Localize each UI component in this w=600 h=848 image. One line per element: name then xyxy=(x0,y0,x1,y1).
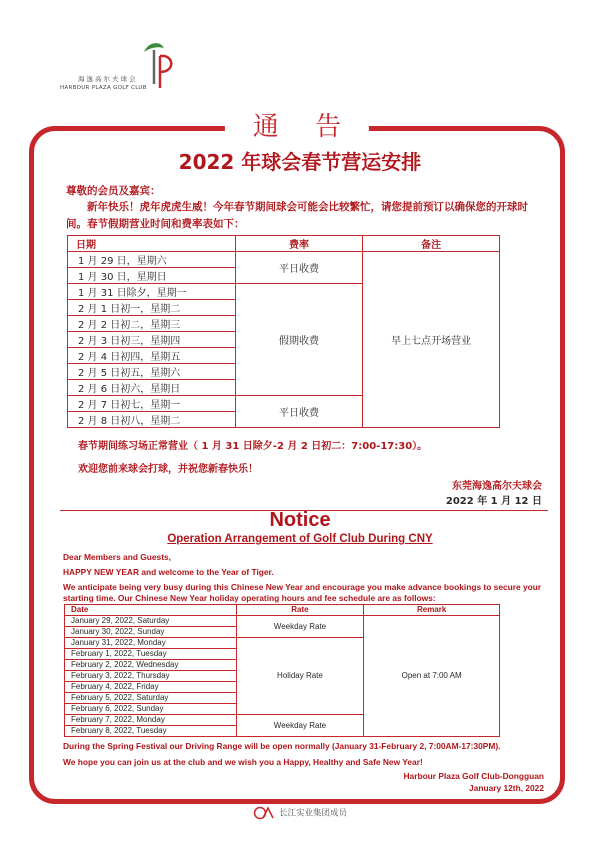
rate-cell: 平日收费 xyxy=(235,252,363,284)
date-cell: 2 月 5 日初五，星期六 xyxy=(68,364,236,380)
cn-schedule-table xyxy=(67,235,500,428)
club-logo xyxy=(60,38,180,98)
cn-driving-range-note: 春节期间练习场正常营业（ 1 月 31 日除夕-2 月 2 日初二：7:00-17:30）。 xyxy=(78,441,428,452)
col-header-remark: 备注 xyxy=(363,236,500,252)
date-cell: January 30, 2022, Sunday xyxy=(65,627,237,638)
date-cell: February 5, 2022, Saturday xyxy=(65,693,237,704)
date-cell: January 29, 2022, Saturday xyxy=(65,616,237,627)
logo-en-name: HARBOUR PLAZA GOLF CLUB xyxy=(60,85,147,91)
en-happy-new-year: HAPPY NEW YEAR and welcome to the Year of Tiger. xyxy=(63,567,274,577)
en-hope: We hope you can join us at the club and we wish you a Happy, Healthy and Safe New Year! xyxy=(63,757,423,767)
col-header-date: Date xyxy=(65,605,237,616)
en-date: January 12th, 2022 xyxy=(469,783,544,793)
col-header-remark: Remark xyxy=(364,605,500,616)
col-header-date: 日期 xyxy=(68,236,236,252)
date-cell: 2 月 6 日初六，星期日 xyxy=(68,380,236,396)
remark-cell: Open at 7:00 AM xyxy=(364,616,500,737)
en-subtitle: Operation Arrangement of Golf Club During CNY xyxy=(167,533,433,545)
rate-cell: Weekday Rate xyxy=(236,616,364,638)
col-header-rate: Rate xyxy=(236,605,364,616)
date-cell: 2 月 8 日初八，星期二 xyxy=(68,412,236,428)
footer xyxy=(0,806,600,820)
rate-cell: 平日收费 xyxy=(235,396,363,428)
date-cell: 1 月 29 日，星期六 xyxy=(68,252,236,268)
cn-signature: 东莞海逸高尔夫球会 xyxy=(452,481,542,492)
date-cell: 1 月 30 日，星期日 xyxy=(68,268,236,284)
table-header-row xyxy=(68,236,500,252)
date-cell: February 4, 2022, Friday xyxy=(65,682,237,693)
rate-cell: Weekday Rate xyxy=(236,715,364,737)
cn-welcome: 欢迎您前来球会打球，并祝您新春快乐！ xyxy=(78,464,258,475)
en-title: Notice xyxy=(269,509,331,531)
date-cell: 2 月 4 日初四，星期五 xyxy=(68,348,236,364)
rate-cell: 假期收费 xyxy=(235,284,363,396)
cn-date: 2022 年 1 月 12 日 xyxy=(445,496,542,507)
date-cell: 2 月 7 日初七，星期一 xyxy=(68,396,236,412)
table-header-row xyxy=(65,605,500,616)
footer-text: 长江实业集团成员 xyxy=(278,808,347,819)
date-cell: February 2, 2022, Wednesday xyxy=(65,660,237,671)
notice-heading: 通 告 xyxy=(225,109,369,145)
table-row xyxy=(65,616,500,627)
en-driving-range-note: During the Spring Festival our Driving Range will be open normally (January 31-February 2, 7:00AM-17:30PM). xyxy=(63,741,501,751)
cn-title: 2022 年球会春节营运安排 xyxy=(178,150,422,174)
date-cell: 1 月 31 日除夕，星期一 xyxy=(68,284,236,300)
date-cell: February 1, 2022, Tuesday xyxy=(65,649,237,660)
date-cell: February 7, 2022, Monday xyxy=(65,715,237,726)
date-cell: February 8, 2022, Tuesday xyxy=(65,726,237,737)
remark-cell: 早上七点开场营业 xyxy=(363,252,500,428)
cn-intro: 新年快乐！虎年虎虎生威！今年春节期间球会可能会比较繁忙，请您提前预订以确保您的开球时间。春节假期营业时间和费率表如下： xyxy=(66,201,528,230)
date-cell: 2 月 3 日初三，星期四 xyxy=(68,332,236,348)
en-signature: Harbour Plaza Golf Club-Dongguan xyxy=(403,771,544,781)
en-intro: We anticipate being very busy during this Chinese New Year and encourage you make advance bookings to secure your starting time. Our Chinese New Year holiday operating hours and fee schedule are as follows: xyxy=(63,582,542,603)
logo-cn-name: 海逸高尔夫球会 xyxy=(78,75,138,83)
col-header-rate: 费率 xyxy=(235,236,363,252)
en-greeting: Dear Members and Guests, xyxy=(63,552,171,562)
cn-salutation: 尊敬的会员及嘉宾： xyxy=(66,185,161,197)
date-cell: February 6, 2022, Sunday xyxy=(65,704,237,715)
date-cell: 2 月 2 日初二，星期三 xyxy=(68,316,236,332)
rate-cell: Holiday Rate xyxy=(236,638,364,715)
en-schedule-table xyxy=(64,604,500,737)
table-row xyxy=(68,252,500,268)
date-cell: February 3, 2022, Thursday xyxy=(65,671,237,682)
ck-group-logo-icon xyxy=(253,806,275,820)
date-cell: January 31, 2022, Monday xyxy=(65,638,237,649)
date-cell: 2 月 1 日初一，星期二 xyxy=(68,300,236,316)
